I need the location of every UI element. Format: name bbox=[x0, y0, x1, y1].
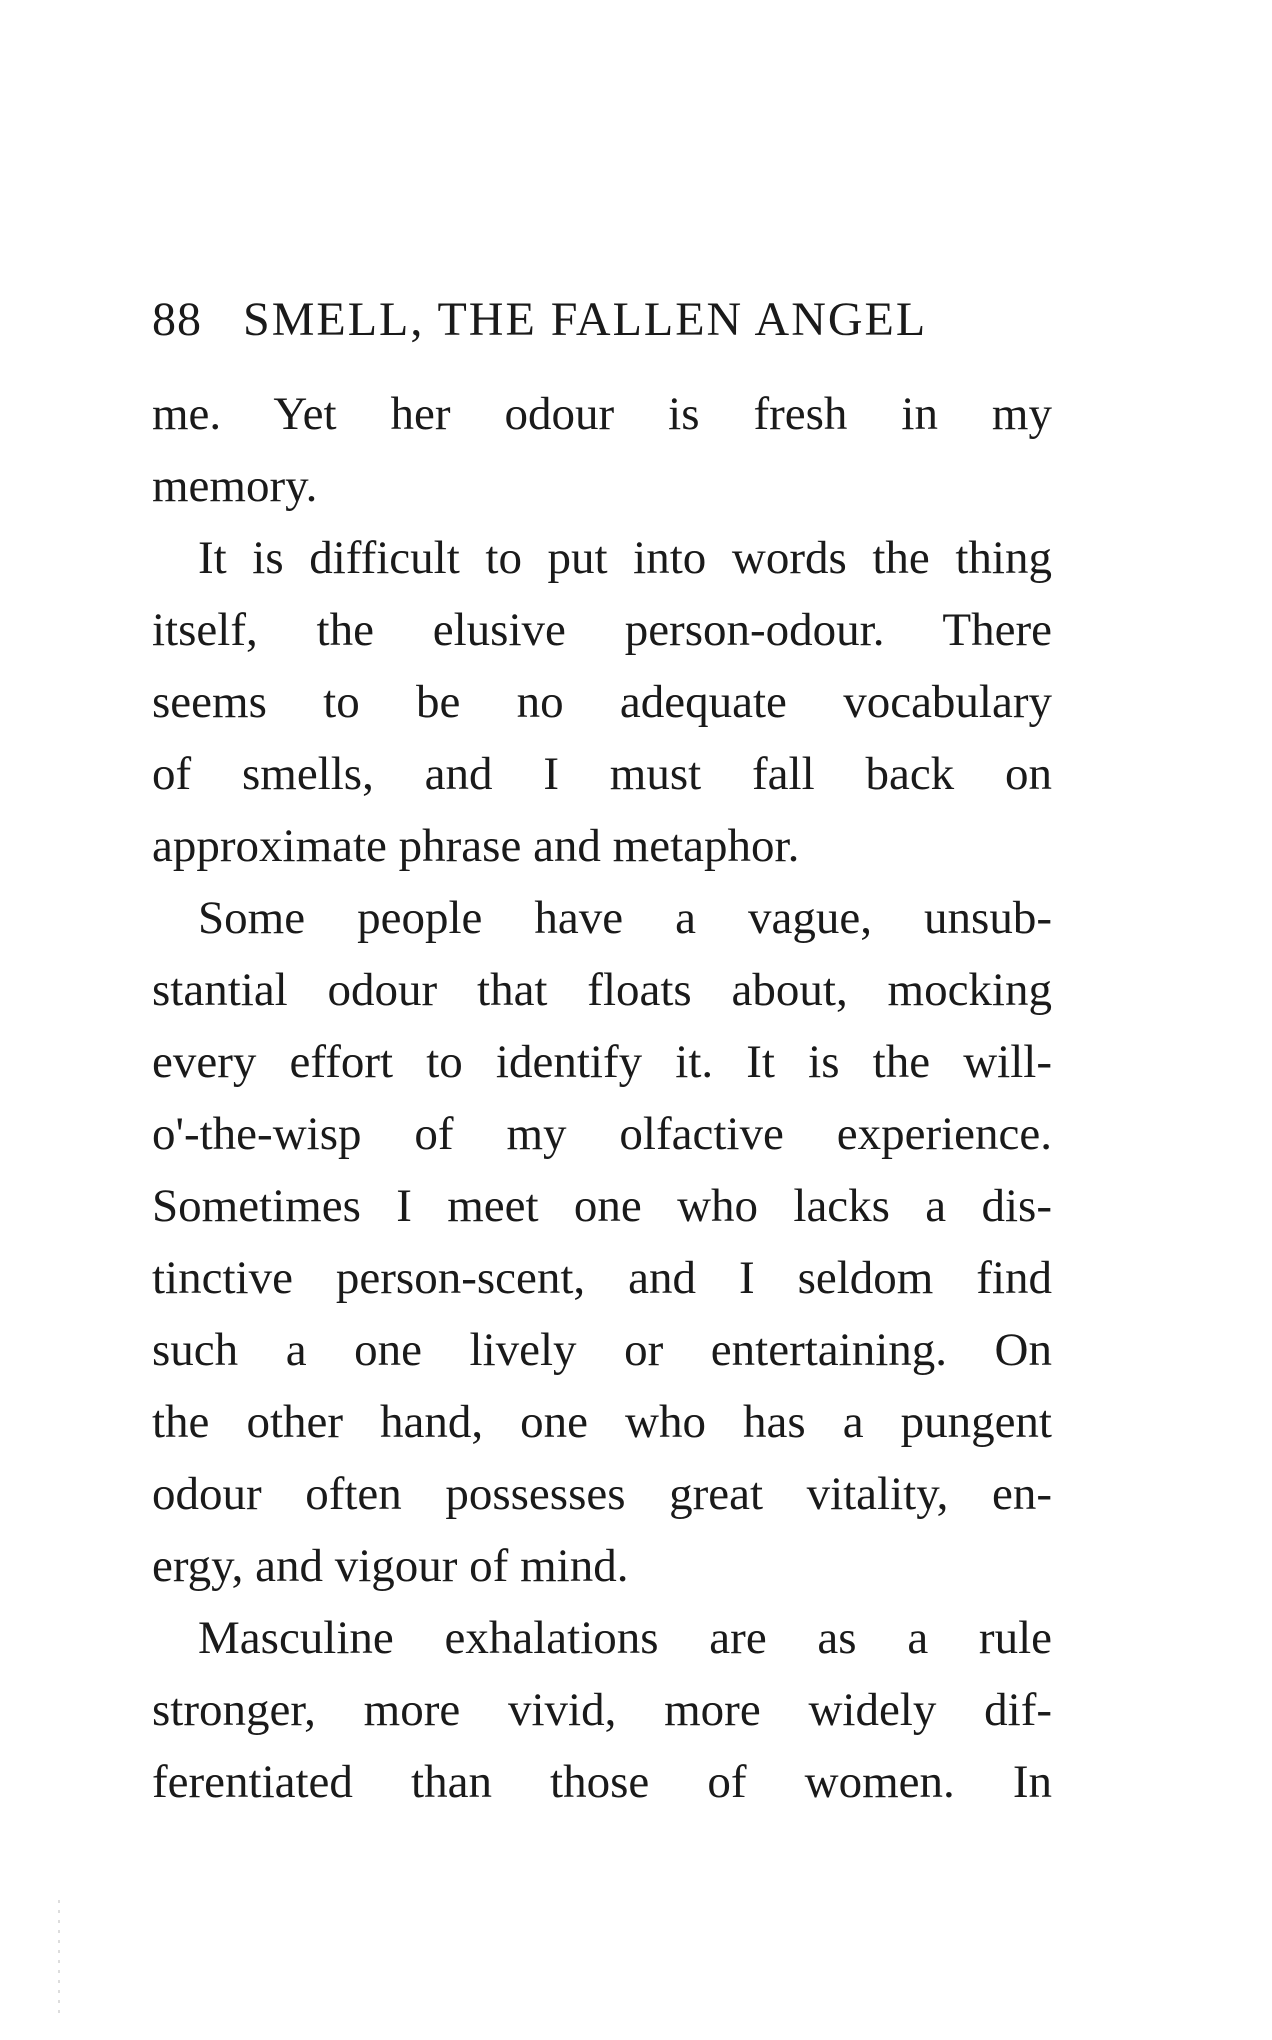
paragraph-3 bbox=[152, 882, 1052, 1602]
scan-artifact bbox=[58, 1900, 60, 2020]
text-line: seems to be no adequate vocabulary bbox=[152, 676, 1052, 728]
text-line: Sometimes I meet one who lacks a dis- bbox=[152, 1180, 1052, 1232]
paragraph-2 bbox=[152, 522, 1052, 882]
text-line: o'-the-wisp of my olfactive experience. bbox=[152, 1108, 1052, 1160]
running-title: SMELL, THE FALLEN ANGEL bbox=[243, 293, 928, 346]
text-line: odour often possesses great vitality, en- bbox=[152, 1468, 1052, 1520]
text-line: itself, the elusive person-odour. There bbox=[152, 604, 1052, 656]
text-line: ferentiated than those of women. In bbox=[152, 1756, 1052, 1808]
text-line: stantial odour that floats about, mocking bbox=[152, 964, 1052, 1016]
text-line: every effort to identify it. It is the will- bbox=[152, 1036, 1052, 1088]
text-line: tinctive person-scent, and I seldom find bbox=[152, 1252, 1052, 1304]
text-line: of smells, and I must fall back on bbox=[152, 748, 1052, 800]
text-line: Some people have a vague, unsub- bbox=[198, 892, 1052, 944]
text-line: ergy, and vigour of mind. bbox=[152, 1540, 629, 1592]
paragraph-1 bbox=[152, 378, 1052, 522]
page-number: 88 bbox=[152, 293, 202, 346]
text-line: memory. bbox=[152, 460, 318, 512]
paragraph-4 bbox=[152, 1602, 1052, 1818]
text-line: me. Yet her odour is fresh in my bbox=[152, 388, 1052, 440]
running-header bbox=[152, 288, 1032, 352]
text-line: the other hand, one who has a pungent bbox=[152, 1396, 1052, 1448]
text-line: It is difficult to put into words the thing bbox=[198, 532, 1052, 584]
text-line: approximate phrase and metaphor. bbox=[152, 820, 800, 872]
text-line: such a one lively or entertaining. On bbox=[152, 1324, 1052, 1376]
body-text bbox=[152, 378, 1052, 1818]
text-line: Masculine exhalations are as a rule bbox=[198, 1612, 1052, 1664]
text-line: stronger, more vivid, more widely dif- bbox=[152, 1684, 1052, 1736]
